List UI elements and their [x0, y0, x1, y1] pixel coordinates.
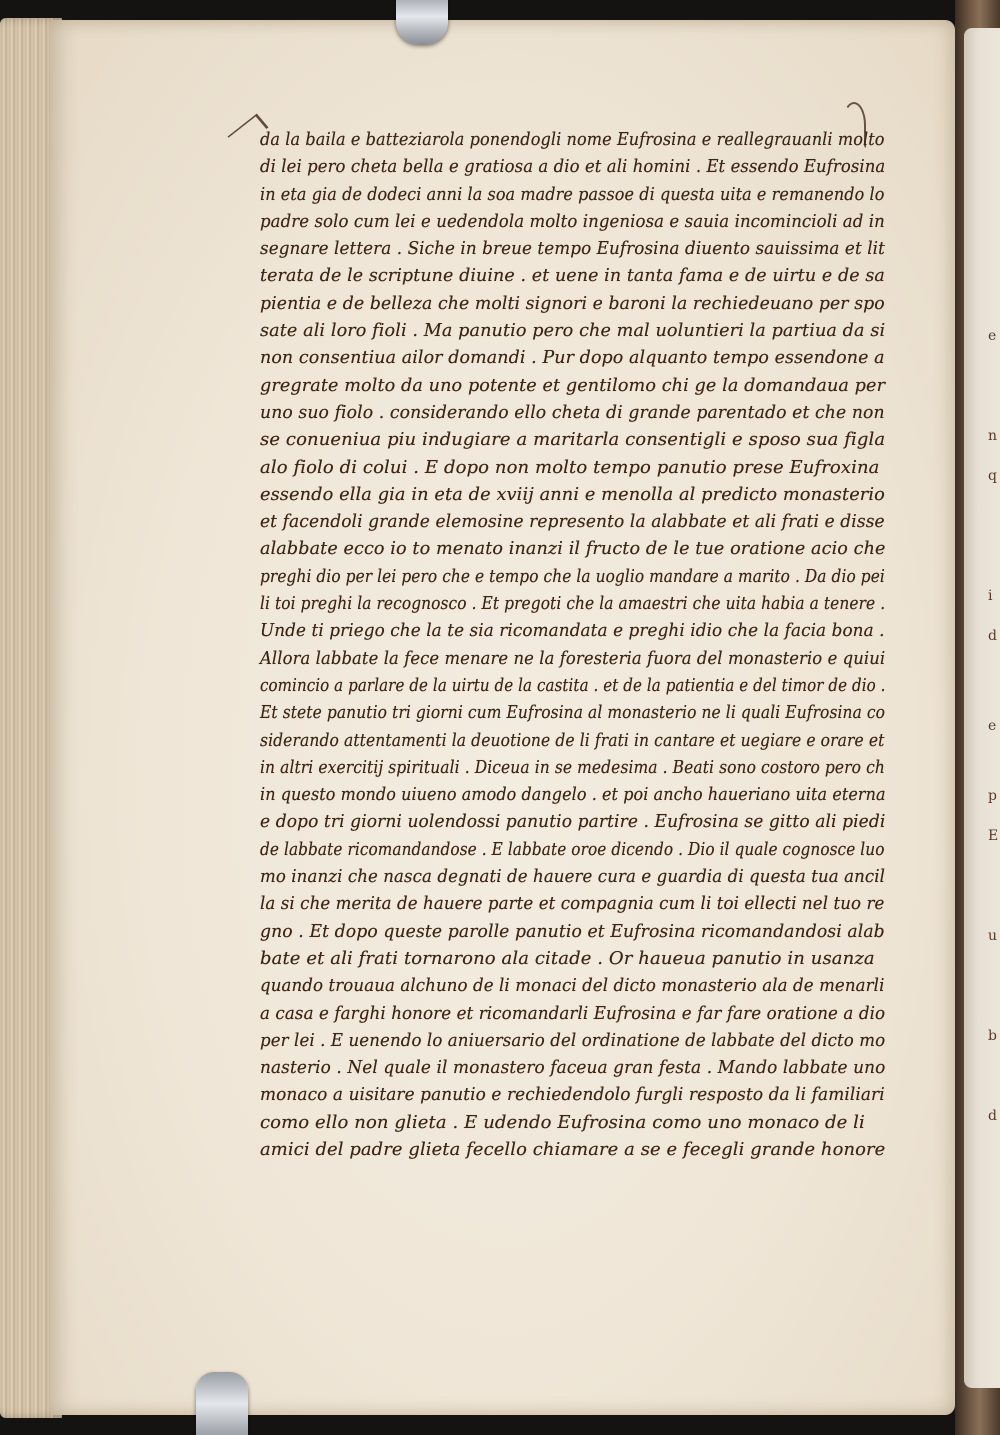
manuscript-line: uno suo fiolo . considerando ello cheta di grande parentado et che non [260, 401, 885, 423]
manuscript-line: preghi dio per lei pero che e tempo che la uoglio mandare a marito . Da dio pei [260, 565, 885, 587]
manuscript-line: monaco a uisitare panutio e rechiedendolo furgli resposto da li familiari [260, 1084, 885, 1106]
facing-page-letter: b [988, 1028, 997, 1044]
manuscript-line: pientia e de belleza che molti signori e baroni la rechiedeuano per spo [260, 292, 885, 314]
manuscript-line: gno . Et dopo queste parolle panutio et Eufrosina ricomandandosi alab [260, 920, 885, 942]
manuscript-text-block [260, 126, 885, 1163]
manuscript-line: se conueniua piu indugiare a maritarla consentigli e sposo sua figla [260, 429, 886, 451]
manuscript-line: essendo ella gia in eta de xviij anni e menolla al predicto monasterio [260, 483, 885, 505]
manuscript-line: siderando attentamenti la deuotione de li frati in cantare et uegiare e orare et [260, 729, 885, 751]
manuscript-line: amici del padre glieta fecello chiamare a se e fecegli grande honore [260, 1138, 886, 1160]
manuscript-line: e dopo tri giorni uolendossi panutio partire . Eufrosina se gitto ali piedi [260, 811, 886, 833]
facing-page-letter: e [988, 328, 997, 344]
manuscript-line: Et stete panutio tri giorni cum Eufrosina al monasterio ne li quali Eufrosina co [260, 702, 886, 724]
manuscript-line: padre solo cum lei e uedendola molto ingeniosa e sauia incomincioli ad in [260, 210, 885, 232]
manuscript-line: segnare lettera . Siche in breue tempo Eufrosina diuento sauissima et lit [260, 238, 885, 260]
manuscript-line: non consentiua ailor domandi . Pur dopo alquanto tempo essendone a [260, 347, 885, 369]
manuscript-line: in questo mondo uiueno amodo dangelo . et poi ancho haueriano uita eterna [260, 784, 886, 806]
manuscript-line: como ello non glieta . E udendo Eufrosina como uno monaco de li [260, 1111, 865, 1133]
manuscript-line: per lei . E uenendo lo aniuersario del ordinatione de labbate del dicto mo [260, 1029, 886, 1051]
facing-page-letter: i [988, 588, 993, 604]
manuscript-line: gregrate molto da uno potente et gentilomo chi ge la domandaua per [260, 374, 886, 396]
manuscript-line: Allora labbate la fece menare ne la foresteria fuora del monasterio e quiui [260, 647, 886, 669]
manuscript-line: in eta gia de dodeci anni la soa madre passoe di questa uita e remanendo lo [260, 183, 885, 205]
manuscript-line: nasterio . Nel quale il monastero faceua gran festa . Mando labbate uno [260, 1057, 886, 1079]
manuscript-line: alo fiolo di colui . E dopo non molto tempo panutio prese Eufroxina [260, 456, 880, 478]
facing-page-letter: d [988, 628, 997, 644]
facing-page-letter: d [988, 1108, 997, 1124]
facing-page-letter: u [988, 928, 998, 944]
manuscript-line: comincio a parlare de la uirtu de la castita . et de la patientia e del timor de dio . [260, 674, 886, 696]
facing-page-letter: E [988, 828, 999, 844]
manuscript-line: in altri exercitij spirituali . Diceua in se medesima . Beati sono costoro pero ch [260, 756, 885, 778]
manuscript-line: mo inanzi che nasca degnati de hauere cura e guardia di questa tua ancil [260, 866, 886, 888]
manuscript-line: a casa e farghi honore et ricomandarli Eufrosina e far fare oratione a dio [260, 1002, 886, 1024]
manuscript-line: di lei pero cheta bella e gratiosa a dio et ali homini . Et essendo Eufrosina [260, 156, 886, 178]
facing-page-letter: e [988, 718, 997, 734]
facing-page-letter: q [988, 468, 997, 484]
manuscript-line: quando trouaua alchuno de li monaci del dicto monasterio ala de menarli [260, 975, 885, 997]
manuscript-line: da la baila e batteziarola ponendogli nome Eufrosina e reallegrauanli molto [260, 129, 885, 150]
manuscript-line: bate et ali frati tornarono ala citade . Or haueua panutio in usanza [260, 947, 875, 969]
manuscript-line: Unde ti priego che la te sia ricomandata e preghi idio che la facia bona . [260, 620, 885, 642]
manuscript-line: terata de le scriptune diuine . et uene in tanta fama e de uirtu e de sa [260, 265, 885, 287]
manuscript-line: de labbate ricomandandose . E labbate oroe dicendo . Dio il quale cognosce luo [260, 838, 885, 860]
page-clip-bottom [196, 1372, 248, 1435]
manuscript-line: li toi preghi la recognosco . Et pregoti che la amaestri che uita habia a tenere . [260, 593, 886, 615]
facing-page-strip [964, 28, 1000, 1388]
facing-page-letter: p [988, 788, 997, 804]
facing-page-letter: n [988, 428, 998, 444]
manuscript-line: la si che merita de hauere parte et compagnia cum li toi ellecti nel tuo re [260, 893, 885, 915]
manuscript-line: et facendoli grande elemosine represento la alabbate et ali frati e disse [260, 511, 885, 533]
manuscript-line: alabbate ecco io to menato inanzi il fructo de le tue oratione acio che [260, 538, 886, 560]
manuscript-line: sate ali loro fioli . Ma panutio pero che mal uoluntieri la partiua da si [260, 320, 886, 342]
page-clip-top [396, 0, 448, 44]
